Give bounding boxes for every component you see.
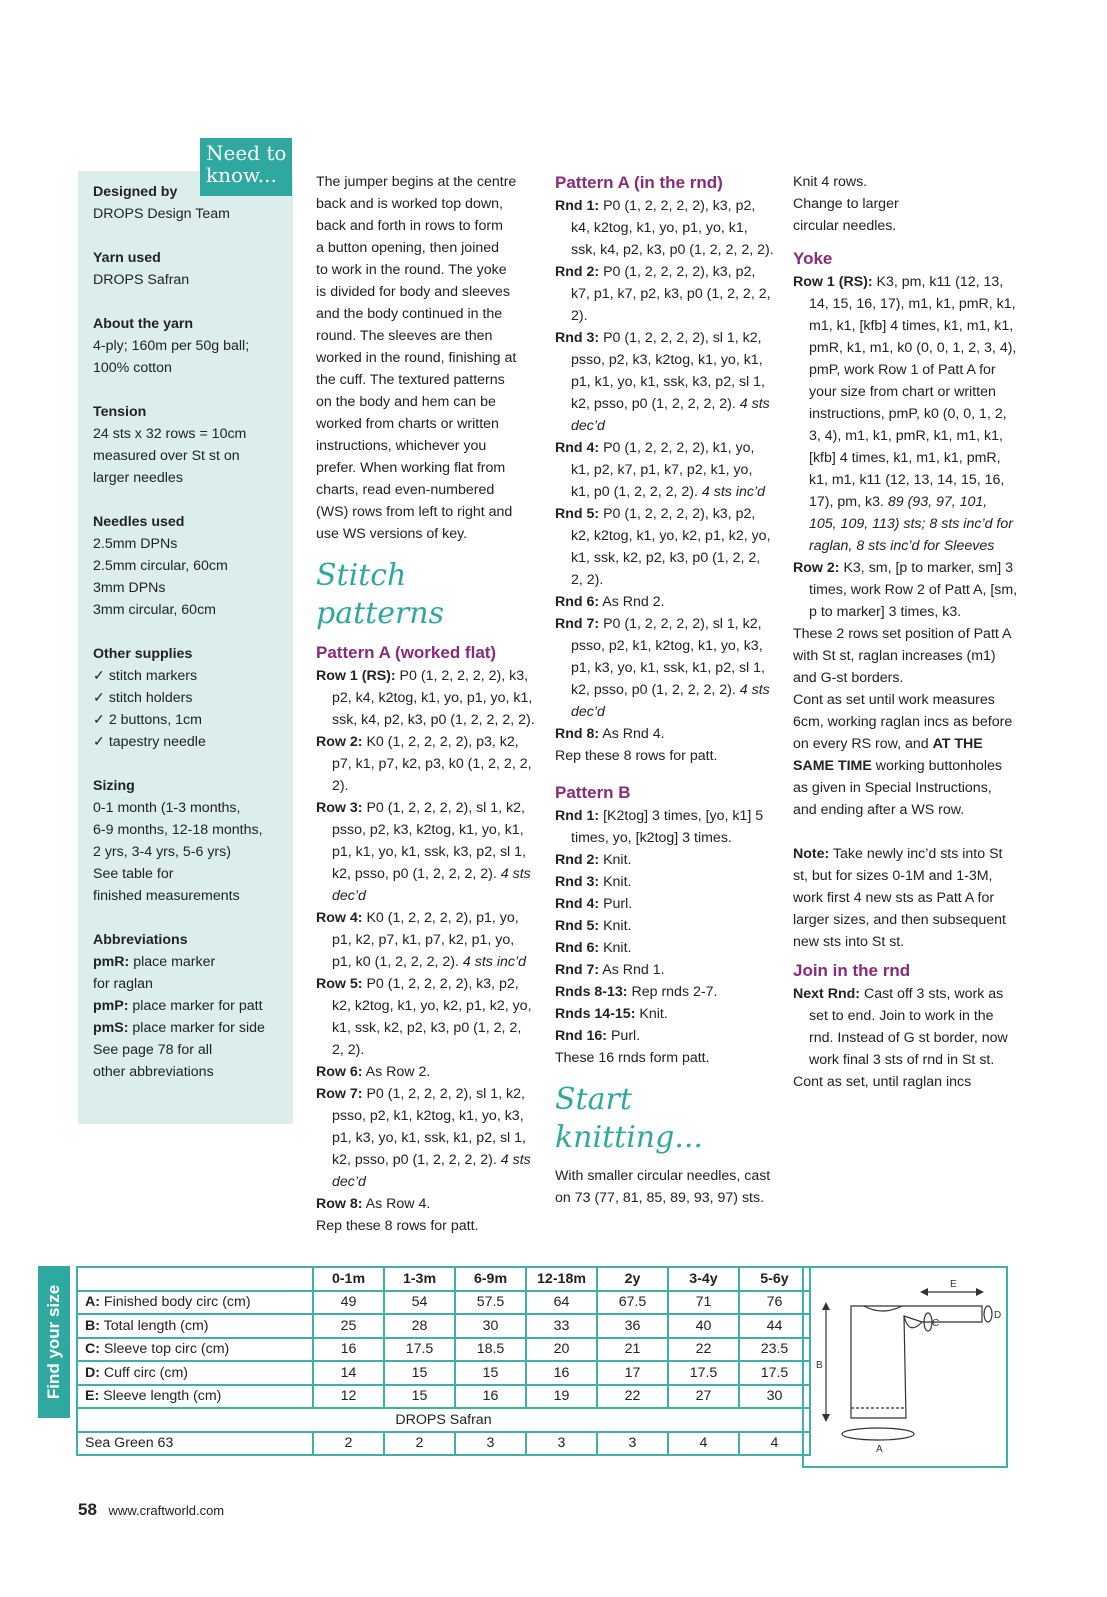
row-key: Row 5: xyxy=(316,976,363,992)
sidebar-section-head: Needles used xyxy=(93,514,185,530)
measurement-value: 17.5 xyxy=(668,1361,739,1385)
size-header-cell: 0-1m xyxy=(313,1267,384,1291)
empty-header-cell xyxy=(77,1267,313,1291)
intro-line: use WS versions of key. xyxy=(316,526,468,542)
row-note: 4 sts inc’d xyxy=(458,954,526,970)
instruction-row xyxy=(555,195,775,261)
row-text: P0 (1, 2, 2, 2, 2), k3, p2, k4, k2tog, k1, yo, p1, yo, k1, ssk, k4, p2, k3, p0 (1, 2, 2, 2, 2). xyxy=(571,198,774,258)
instruction-row xyxy=(555,503,775,591)
measurement-value: 67.5 xyxy=(597,1291,668,1315)
measurement-key: D: xyxy=(85,1364,100,1381)
abbreviation-value: place marker xyxy=(129,954,216,970)
instruction-row xyxy=(316,731,536,797)
row-note: 4 sts dec’d xyxy=(571,682,770,720)
column-2 xyxy=(555,171,775,1209)
abbreviation-key: pmR: xyxy=(93,954,130,970)
join-row xyxy=(793,983,1018,1071)
measurement-label xyxy=(77,1338,313,1362)
intro-line: charts, read even-numbered xyxy=(316,482,495,498)
knit-line: Change to larger xyxy=(793,196,899,212)
pattern-b-rows xyxy=(555,805,775,1069)
measurement-text: Total length (cm) xyxy=(99,1317,209,1334)
start-text: With smaller circular needles, cast on 73 (77, 81, 85, 89, 93, 97) sts. xyxy=(555,1168,771,1206)
row-key: Rnd 3: xyxy=(555,330,600,346)
intro-line: instructions, whichever you xyxy=(316,438,487,454)
instruction-row xyxy=(316,665,536,731)
row-key: Rnd 5: xyxy=(555,506,600,522)
row-text: P0 (1, 2, 2, 2, 2), k3, p2, k2, k2tog, k1, yo, k2, p1, k2, yo, k1, ssk, k2, p2, k3, p0 (1, 2, 2, 2, 2). xyxy=(571,506,771,588)
row-text: As Row 2. xyxy=(362,1064,431,1080)
measurement-value: 71 xyxy=(668,1291,739,1315)
measurement-value: 15 xyxy=(384,1361,455,1385)
row-text: As Rnd 2. xyxy=(599,594,665,610)
join-heading: Join in the rnd xyxy=(793,961,911,980)
row-key: Rnd 4: xyxy=(555,896,600,912)
sidebar-section-head: About the yarn xyxy=(93,316,194,332)
row-text: P0 (1, 2, 2, 2, 2), k3, p2, k2, k2tog, k1, yo, k2, p1, k2, yo, k1, ssk, k2, p2, k3, p0 (1, 2, 2, 2, 2). xyxy=(332,976,532,1058)
d-arrow-ellipse xyxy=(984,1306,992,1322)
measurement-value: 76 xyxy=(739,1291,810,1315)
sidebar-section-line: 100% cotton xyxy=(93,360,172,376)
sidebar-section-line: ✓ stitch markers xyxy=(93,668,198,684)
sidebar-section-line: 6-9 months, 12-18 months, xyxy=(93,822,263,838)
badge-line-1: Need to xyxy=(206,141,287,165)
measurement-value: 22 xyxy=(668,1338,739,1362)
measurement-value: 17.5 xyxy=(384,1338,455,1362)
instruction-row xyxy=(555,915,775,937)
measurement-value: 16 xyxy=(455,1385,526,1409)
instruction-row xyxy=(555,1003,775,1025)
row-text: P0 (1, 2, 2, 2, 2), k3, p2, k4, k2tog, k1, yo, p1, yo, k1, ssk, k4, p2, k3, p0 (1, 2, 2, 2, 2). xyxy=(332,668,535,728)
measurement-key: C: xyxy=(85,1341,100,1358)
measurement-value: 12 xyxy=(313,1385,384,1409)
intro-line: on the body and hem can be xyxy=(316,394,496,410)
intro-line: a button opening, then joined xyxy=(316,240,500,256)
intro-line: and the body continued in the xyxy=(316,306,503,322)
measurement-text: Cuff circ (cm) xyxy=(99,1364,188,1381)
measurement-row xyxy=(77,1385,810,1409)
instruction-row xyxy=(555,849,775,871)
row-text: Knit. xyxy=(599,918,632,934)
yoke-rows xyxy=(793,271,1018,623)
jumper-schematic xyxy=(804,1268,1006,1466)
sidebar-section-line: 0-1 month (1-3 months, xyxy=(93,800,241,816)
sidebar-section-line: 3mm circular, 60cm xyxy=(93,602,216,618)
find-your-size-label: Find your size xyxy=(44,1284,63,1400)
measurement-value: 23.5 xyxy=(739,1338,810,1362)
join-key: Next Rnd: xyxy=(793,986,860,1002)
measurement-value: 20 xyxy=(526,1338,597,1362)
size-header-cell: 1-3m xyxy=(384,1267,455,1291)
measurement-value: 44 xyxy=(739,1314,810,1338)
measurement-value: 17 xyxy=(597,1361,668,1385)
row-key: Rnd 7: xyxy=(555,616,600,632)
yarn-label: Sea Green 63 xyxy=(77,1432,313,1456)
page-footer xyxy=(78,1500,224,1520)
yarn-header-cell: DROPS Safran xyxy=(77,1408,810,1432)
diagram-label-a: A xyxy=(876,1444,883,1455)
row-key: Row 1 (RS): xyxy=(316,668,396,684)
sidebar-section xyxy=(93,511,293,621)
sidebar-section-line: ✓ 2 buttons, 1cm xyxy=(93,712,202,728)
sidebar-section-line: 2.5mm circular, 60cm xyxy=(93,558,228,574)
measurement-text: Sleeve length (cm) xyxy=(99,1388,222,1405)
instruction-row xyxy=(793,271,1018,557)
need-to-know-sidebar xyxy=(78,171,293,1124)
row-text: As Rnd 4. xyxy=(599,726,665,742)
measurement-text: Sleeve top circ (cm) xyxy=(99,1341,230,1358)
size-header-cell: 3-4y xyxy=(668,1267,739,1291)
badge-line-2: know... xyxy=(206,163,277,187)
row-key: Rnd 2: xyxy=(555,264,600,280)
size-header-cell: 12-18m xyxy=(526,1267,597,1291)
sidebar-section-line: 24 sts x 32 rows = 10cm xyxy=(93,426,247,442)
sidebar-section-line: measured over St st on xyxy=(93,448,240,464)
sidebar-section-line: DROPS Design Team xyxy=(93,206,230,222)
row-key: Rnds 14-15: xyxy=(555,1006,636,1022)
row-text: Knit. xyxy=(599,940,632,956)
pattern-a-rnd-rows xyxy=(555,195,775,767)
size-table-area xyxy=(38,1266,1010,1470)
row-note: 4 sts dec’d xyxy=(332,866,531,904)
abbreviation-key: pmP: xyxy=(93,998,129,1014)
join-text: Cast off 3 sts, work as set to end. Join to work in the rnd. Instead of G st border, now work final 3 sts of rnd in St st. xyxy=(809,986,1008,1068)
row-key: Row 6: xyxy=(316,1064,363,1080)
sidebar-section-head: Tension xyxy=(93,404,147,420)
size-table xyxy=(76,1266,811,1456)
intro-line: (WS) rows from left to right and xyxy=(316,504,513,520)
size-header-cell: 6-9m xyxy=(455,1267,526,1291)
abbreviation-value: See page 78 for all xyxy=(93,1042,213,1058)
row-key: Row 2: xyxy=(793,560,840,576)
instruction-row xyxy=(555,723,775,745)
note-para xyxy=(793,843,1018,953)
measurement-row xyxy=(77,1291,810,1315)
instruction-row xyxy=(555,437,775,503)
diagram-label-b: B xyxy=(816,1360,823,1371)
last-line: Cont as set, until raglan incs xyxy=(793,1074,972,1090)
instruction-row xyxy=(316,1061,536,1083)
row-text: Knit. xyxy=(599,852,632,868)
instruction-row xyxy=(316,1215,536,1237)
instruction-row xyxy=(555,871,775,893)
sidebar-section-line: 4-ply; 160m per 50g ball; xyxy=(93,338,250,354)
measurement-row xyxy=(77,1338,810,1362)
yarn-value: 2 xyxy=(313,1432,384,1456)
intro-line: back and is worked top down, xyxy=(316,196,503,212)
measurement-value: 18.5 xyxy=(455,1338,526,1362)
measurement-value: 28 xyxy=(384,1314,455,1338)
page-number: 58 xyxy=(78,1500,97,1519)
row-key: Row 8: xyxy=(316,1196,363,1212)
instruction-row xyxy=(555,937,775,959)
pattern-a-rnd-heading: Pattern A (in the rnd) xyxy=(555,173,723,192)
row-text: Knit. xyxy=(599,874,632,890)
row-key: Rnd 16: xyxy=(555,1028,608,1044)
instruction-row xyxy=(316,1193,536,1215)
sidebar-section-line: finished measurements xyxy=(93,888,240,904)
row-text: These 16 rnds form patt. xyxy=(555,1050,710,1066)
measurement-value: 22 xyxy=(597,1385,668,1409)
sidebar-section-line: larger needles xyxy=(93,470,183,486)
row-text: P0 (1, 2, 2, 2, 2), sl 1, k2, psso, p2, k3, k2tog, k1, yo, k1, p1, k1, yo, k1, ssk, k3, p2, sl 1, k2, psso, p0 (1, 2, 2, 2, 2). xyxy=(332,800,526,882)
sidebar-content xyxy=(78,171,293,1083)
sidebar-section-line: ✓ tapestry needle xyxy=(93,734,206,750)
size-header-row xyxy=(77,1267,810,1291)
instruction-row xyxy=(555,893,775,915)
instruction-row xyxy=(316,907,536,973)
abbreviation-line xyxy=(93,973,293,995)
measurement-value: 16 xyxy=(313,1338,384,1362)
intro-line: prefer. When working flat from xyxy=(316,460,506,476)
measurement-value: 30 xyxy=(455,1314,526,1338)
yoke-heading: Yoke xyxy=(793,249,833,268)
row-text: As Row 4. xyxy=(362,1196,431,1212)
abbreviation-line xyxy=(93,1039,293,1061)
instruction-row xyxy=(555,959,775,981)
yoke-para-1: These 2 rows set position of Patt A with St st, raglan increases (m1) and G-st borders. xyxy=(793,626,1011,686)
sidebar-section xyxy=(93,775,293,907)
instruction-row xyxy=(555,591,775,613)
column-3 xyxy=(793,171,1018,1093)
row-key: Rnd 1: xyxy=(555,198,600,214)
row-text: Purl. xyxy=(599,896,633,912)
row-key: Rnds 8-13: xyxy=(555,984,628,1000)
row-key: Row 3: xyxy=(316,800,363,816)
instruction-row xyxy=(555,613,775,723)
measurement-value: 40 xyxy=(668,1314,739,1338)
neckline xyxy=(864,1306,902,1311)
measurement-value: 19 xyxy=(526,1385,597,1409)
row-note: 4 sts inc’d xyxy=(697,484,765,500)
instruction-row xyxy=(555,745,775,767)
abbreviation-line xyxy=(93,995,293,1017)
measurement-value: 21 xyxy=(597,1338,668,1362)
sidebar-section-head: Designed by xyxy=(93,184,178,200)
sidebar-section-head: Sizing xyxy=(93,778,135,794)
sidebar-section xyxy=(93,643,293,753)
website-url: www.craftworld.com xyxy=(108,1503,225,1518)
armhole-curve xyxy=(904,1316,922,1328)
a-arrow-ellipse xyxy=(842,1428,914,1440)
sidebar-section-line: DROPS Safran xyxy=(93,272,190,288)
row-key: Rnd 5: xyxy=(555,918,600,934)
row-text: P0 (1, 2, 2, 2, 2), k3, p2, k7, p1, k7, p2, k3, p0 (1, 2, 2, 2, 2). xyxy=(571,264,771,324)
sidebar-section-line: 2 yrs, 3-4 yrs, 5-6 yrs) xyxy=(93,844,231,860)
row-key: Rnd 6: xyxy=(555,594,600,610)
row-text: Rep rnds 2-7. xyxy=(627,984,718,1000)
measurement-value: 57.5 xyxy=(455,1291,526,1315)
need-to-know-badge xyxy=(200,138,292,196)
measurement-key: E: xyxy=(85,1388,100,1405)
sidebar-section-head: Yarn used xyxy=(93,250,161,266)
measurement-value: 15 xyxy=(384,1385,455,1409)
yarn-value: 3 xyxy=(526,1432,597,1456)
jumper-outline xyxy=(851,1306,982,1418)
row-text: K0 (1, 2, 2, 2, 2), p3, k2, p7, k1, p7, k2, p3, k0 (1, 2, 2, 2, 2). xyxy=(332,734,532,794)
measurement-value: 27 xyxy=(668,1385,739,1409)
abbreviation-value: place marker for side xyxy=(128,1020,265,1036)
instruction-row xyxy=(555,1025,775,1047)
row-key: Rnd 1: xyxy=(555,808,600,824)
row-key: Rnd 6: xyxy=(555,940,600,956)
yarn-value: 4 xyxy=(668,1432,739,1456)
intro-line: The jumper begins at the centre xyxy=(316,174,517,190)
row-text: [K2tog] 3 times, [yo, k1] 5 times, yo, [k2tog] 3 times. xyxy=(571,808,764,846)
instruction-row xyxy=(555,1047,775,1069)
row-key: Row 7: xyxy=(316,1086,363,1102)
row-text: P0 (1, 2, 2, 2, 2), k1, yo, k1, p2, k7, p1, k7, p2, k1, yo, k1, p0 (1, 2, 2, 2, 2). xyxy=(571,440,755,500)
measurement-value: 36 xyxy=(597,1314,668,1338)
yarn-value: 2 xyxy=(384,1432,455,1456)
knit-line: circular needles. xyxy=(793,218,897,234)
diagram-label-e: E xyxy=(950,1279,957,1290)
intro-line: to work in the round. The yoke xyxy=(316,262,507,278)
row-text: K3, pm, k11 (12, 13, 14, 15, 16, 17), m1, k1, pmR, k1, m1, k1, [kfb] 4 times, k1, m1, k1, pmR, k1, m1, k0 (0, 0, 1, 2, 3, 4), pmP, work Row 1 of Patt A for your size from chart or written instructions, pmP, k0 (0, 0, 1, 2, 3, 4), m1, k1, pmR, k1, m1, k1, [kfb] 4 times, k1, m1, k1, pmR, k1, m1, k11 (12, 13, 14, 15, 16, 17), pm, k3. xyxy=(809,274,1017,510)
measurement-value: 64 xyxy=(526,1291,597,1315)
sidebar-section-line: 2.5mm DPNs xyxy=(93,536,178,552)
diagram-label-d: D xyxy=(994,1310,1002,1321)
sidebar-section-head: Other supplies xyxy=(93,646,193,662)
yarn-value: 3 xyxy=(597,1432,668,1456)
intro-line: worked in the round, finishing at xyxy=(316,350,517,366)
row-note: 4 sts dec’d xyxy=(571,396,770,434)
column-1 xyxy=(316,171,536,1237)
row-text: Knit. xyxy=(635,1006,668,1022)
sidebar-section xyxy=(93,247,293,291)
row-text: Rep these 8 rows for patt. xyxy=(316,1218,479,1234)
row-text: K3, sm, [p to marker, sm] 3 times, work Row 2 of Patt A, [sm, p to marker] 3 times, k3. xyxy=(809,560,1018,620)
measurement-value: 16 xyxy=(526,1361,597,1385)
knit-line: Knit 4 rows. xyxy=(793,174,868,190)
sidebar-section-line: 3mm DPNs xyxy=(93,580,166,596)
row-key: Rnd 8: xyxy=(555,726,600,742)
abbreviation-key: pmS: xyxy=(93,1020,129,1036)
size-header-cell: 5-6y xyxy=(739,1267,810,1291)
row-text: P0 (1, 2, 2, 2, 2), sl 1, k2, psso, p2, k1, k2tog, k1, yo, k3, p1, k3, yo, k1, ssk, k1, p2, sl 1, k2, psso, p0 (1, 2, 2, 2, 2). xyxy=(571,616,765,698)
intro-line: worked from charts or written xyxy=(316,416,499,432)
abbreviations-section xyxy=(93,929,293,1083)
measurement-value: 33 xyxy=(526,1314,597,1338)
row-key: Rnd 7: xyxy=(555,962,600,978)
diagram-label-c: C xyxy=(932,1318,940,1329)
row-text: Purl. xyxy=(607,1028,641,1044)
yarn-value: 4 xyxy=(739,1432,810,1456)
yarn-header-row xyxy=(77,1408,810,1432)
sidebar-section-line: ✓ stitch holders xyxy=(93,690,193,706)
instruction-row xyxy=(555,805,775,849)
intro-line: round. The sleeves are then xyxy=(316,328,493,344)
para2-text-c: working buttonholes as given in Special Instructions, and ending after a WS row. xyxy=(793,758,1002,818)
measurement-value: 17.5 xyxy=(739,1361,810,1385)
measurement-label xyxy=(77,1291,313,1315)
intro-line: back and forth in rows to form xyxy=(316,218,503,234)
instruction-row xyxy=(555,981,775,1003)
abbreviation-value: place marker for patt xyxy=(128,998,263,1014)
instruction-row xyxy=(316,973,536,1061)
abbreviation-line xyxy=(93,951,293,973)
measurement-row xyxy=(77,1361,810,1385)
instruction-row xyxy=(316,1083,536,1193)
measurement-value: 30 xyxy=(739,1385,810,1409)
instruction-row xyxy=(555,327,775,437)
row-text: P0 (1, 2, 2, 2, 2), sl 1, k2, psso, p2, k3, k2tog, k1, yo, k1, p1, k1, yo, k1, ssk, k3, p2, sl 1, k2, psso, p0 (1, 2, 2, 2, 2). xyxy=(571,330,765,412)
pattern-a-flat-heading: Pattern A (worked flat) xyxy=(316,643,497,662)
abbreviations-head: Abbreviations xyxy=(93,932,188,948)
intro-line: is divided for body and sleeves xyxy=(316,284,511,300)
yarn-row xyxy=(77,1432,810,1456)
yoke-para-2 xyxy=(793,689,1018,821)
measurement-label xyxy=(77,1314,313,1338)
start-knitting-heading: Start knitting... xyxy=(555,1082,703,1155)
instruction-row xyxy=(555,261,775,327)
row-key: Rnd 3: xyxy=(555,874,600,890)
row-key: Row 1 (RS): xyxy=(793,274,873,290)
note-key: Note: xyxy=(793,846,830,862)
intro-text xyxy=(316,171,536,545)
garment-diagram xyxy=(802,1266,1008,1468)
pattern-b-heading: Pattern B xyxy=(555,783,631,802)
sidebar-section xyxy=(93,401,293,489)
row-note: 89 (93, 97, 101, 105, 109, 113) sts; 8 sts inc’d for raglan, 8 sts inc’d for Sleeves xyxy=(809,494,1013,554)
para2-text-a: Cont as set until work measures 6cm, working raglan incs as before on every RS row, and xyxy=(793,692,1013,752)
pattern-a-flat-rows xyxy=(316,665,536,1237)
measurement-label xyxy=(77,1385,313,1409)
sidebar-section xyxy=(93,313,293,379)
abbreviation-line xyxy=(93,1061,293,1083)
measurement-value: 25 xyxy=(313,1314,384,1338)
measurement-label xyxy=(77,1361,313,1385)
knit-rows-text xyxy=(793,171,1018,237)
measurement-row xyxy=(77,1314,810,1338)
note-text: Take newly inc’d sts into St st, but for sizes 0-1M and 1-3M, work first 4 new sts as Patt A for larger sizes, and then subsequent new sts into St st. xyxy=(793,846,1006,950)
measurement-key: A: xyxy=(85,1294,100,1311)
measurement-value: 15 xyxy=(455,1361,526,1385)
instruction-row xyxy=(316,797,536,907)
para2-emphasis: AT THE SAME TIME xyxy=(793,736,983,774)
row-text: As Rnd 1. xyxy=(599,962,665,978)
row-text: Rep these 8 rows for patt. xyxy=(555,748,718,764)
measurement-value: 49 xyxy=(313,1291,384,1315)
measurement-key: B: xyxy=(85,1317,100,1334)
intro-line: the cuff. The textured patterns xyxy=(316,372,505,388)
abbreviation-value: for raglan xyxy=(93,976,153,992)
size-header-cell: 2y xyxy=(597,1267,668,1291)
measurement-text: Finished body circ (cm) xyxy=(99,1294,251,1311)
row-text: K0 (1, 2, 2, 2, 2), p1, yo, p1, k2, p7, k1, p7, k2, p1, yo, p1, k0 (1, 2, 2, 2, 2). xyxy=(332,910,519,970)
measurement-value: 14 xyxy=(313,1361,384,1385)
abbreviation-value: other abbreviations xyxy=(93,1064,214,1080)
row-key: Rnd 4: xyxy=(555,440,600,456)
measurement-value: 54 xyxy=(384,1291,455,1315)
row-text: P0 (1, 2, 2, 2, 2), sl 1, k2, psso, p2, k1, k2tog, k1, yo, k3, p1, k3, yo, k1, ssk, k1, p2, sl 1, k2, psso, p0 (1, 2, 2, 2, 2). xyxy=(332,1086,526,1168)
find-your-size-tab xyxy=(38,1266,70,1418)
abbreviation-line xyxy=(93,1017,293,1039)
row-key: Rnd 2: xyxy=(555,852,600,868)
row-note: 4 sts dec’d xyxy=(332,1152,531,1190)
row-key: Row 4: xyxy=(316,910,363,926)
yarn-value: 3 xyxy=(455,1432,526,1456)
instruction-row xyxy=(793,557,1018,623)
sidebar-section-line: See table for xyxy=(93,866,174,882)
row-key: Row 2: xyxy=(316,734,363,750)
stitch-patterns-heading: Stitch patterns xyxy=(316,558,445,631)
